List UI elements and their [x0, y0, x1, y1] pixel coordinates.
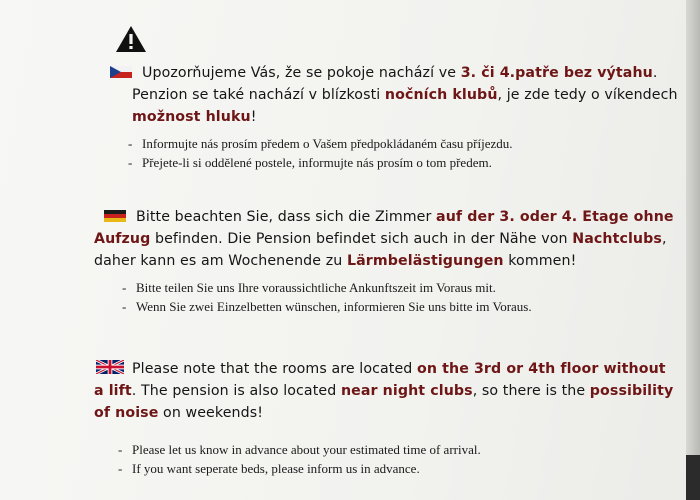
- list-item: - If you want seperate beds, please inform us in advance.: [118, 459, 481, 478]
- page-edge: [686, 0, 700, 500]
- german-flag-icon: [104, 210, 126, 222]
- czech-flag-icon: [110, 66, 132, 78]
- warning-icon: [115, 25, 147, 53]
- page-edge-shadow: [686, 455, 700, 500]
- german-notice: Bitte beachten Sie, dass sich die Zimmer auf der 3. oder 4. Etage ohne Aufzug befinden. Die Pension befindet sich auch in der Nähe von Nachtclubs, daher kann es am Wochenende zu Lärmbelästigungen kommen!: [94, 209, 674, 269]
- list-item: - Please let us know in advance about your estimated time of arrival.: [118, 440, 481, 459]
- czech-bullets: [128, 134, 513, 172]
- uk-flag-icon: [96, 360, 124, 374]
- german-bullets: [122, 278, 532, 316]
- list-item: - Informujte nás prosím předem o Vašem předpokládaném času příjezdu.: [128, 134, 513, 153]
- czech-notice: Upozorňujeme Vás, že se pokoje nachází ve 3. či 4.patře bez výtahu. Penzion se také nachází v blízkosti nočních klubů, je zde tedy o víkendech možnost hluku!: [110, 62, 678, 128]
- list-item: - Bitte teilen Sie uns Ihre voraussichtliche Ankunftszeit im Voraus mit.: [122, 278, 532, 297]
- english-notice: Please note that the rooms are located on the 3rd or 4th floor without a lift. The pension is also located near night clubs, so there is the possibility of noise on weekends!: [94, 361, 674, 421]
- list-item: - Wenn Sie zwei Einzelbetten wünschen, informieren Sie uns bitte im Voraus.: [122, 297, 532, 316]
- english-bullets: [118, 440, 481, 478]
- list-item: - Přejete-li si oddělené postele, informujte nás prosím o tom předem.: [128, 153, 513, 172]
